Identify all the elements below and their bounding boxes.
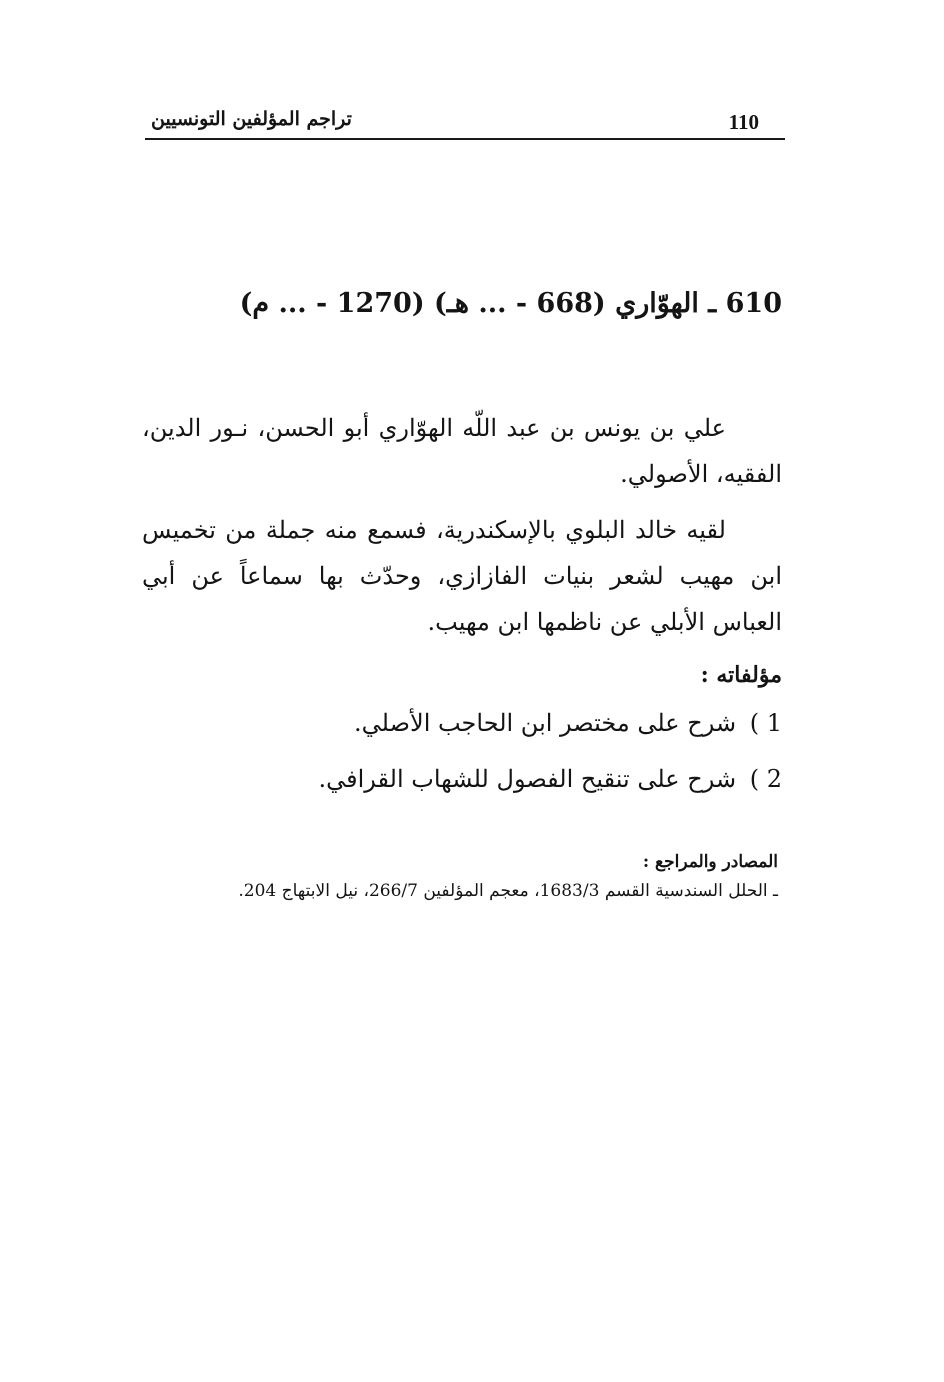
works-list-item bbox=[142, 695, 782, 751]
works-item-number: 2 ) bbox=[749, 765, 782, 793]
entry-title bbox=[240, 288, 782, 319]
running-header bbox=[145, 104, 785, 140]
sources-section bbox=[200, 848, 778, 906]
works-item-number: 1 ) bbox=[749, 709, 782, 737]
sources-heading: المصادر والمراجع : bbox=[642, 852, 778, 872]
biography-paragraph: علي بن يونس بن عبد اللّه الهوّاري أبو الحسن، نـور الدين، الفقيه، الأصولي. bbox=[142, 414, 782, 488]
entry-dates: (668 - ... هـ) (1270 - ... م) bbox=[239, 288, 606, 319]
works-item-text: شرح على مختصر ابن الحاجب الأصلي. bbox=[354, 709, 737, 737]
book-title: تراجم المؤلفين التونسيين bbox=[151, 108, 352, 130]
entry-body bbox=[142, 405, 782, 807]
sources-text: ـ الحلل السندسية القسم 1683/3، معجم المؤلفين 266/7، نيل الابتهاج 204. bbox=[238, 881, 778, 901]
works-list bbox=[142, 695, 782, 807]
entry-number: 610 bbox=[725, 288, 782, 319]
biography-paragraph: لقيه خالد البلوي بالإسكندرية، فسمع منه جملة من تخميس ابن مهيب لشعر بنيات الفازازي، وحدّث بها سماعاً عن أبي العباس الأبلي عن ناظمها ابن مهيب. bbox=[142, 516, 782, 636]
works-item-text: شرح على تنقيح الفصول للشهاب القرافي. bbox=[318, 765, 737, 793]
works-list-item bbox=[142, 751, 782, 807]
page-number: 110 bbox=[728, 110, 759, 134]
entry-name: ـ الهوّاري bbox=[615, 288, 717, 319]
works-heading: مؤلفاته : bbox=[700, 662, 782, 688]
header-rule bbox=[145, 138, 785, 140]
